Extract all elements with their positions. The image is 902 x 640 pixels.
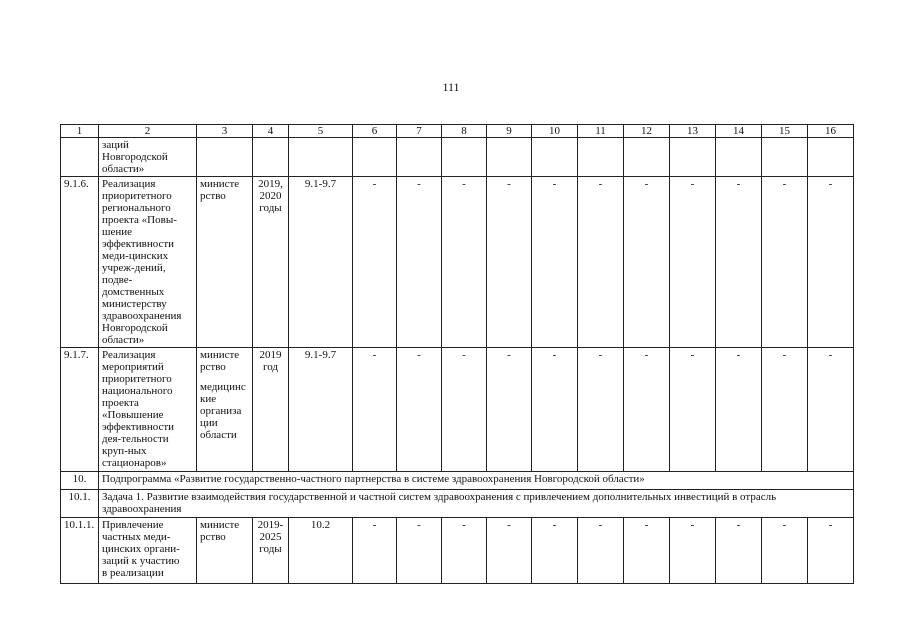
column-header: 11 [578,125,624,138]
co-executor: медицинс кие организа ции области [200,381,246,441]
value-cell: - [442,518,487,584]
column-header: 3 [197,125,253,138]
column-header: 13 [670,125,716,138]
row-number: 10. [61,472,99,490]
value-cell: - [397,177,442,348]
column-header: 7 [397,125,442,138]
activity-name: Привлечение частных меди- цинских органи- заций к участию в реализации [99,518,197,584]
value-cell: - [716,348,762,472]
period: 2019 год [253,348,289,472]
subprogram-title: Подпрограмма «Развитие государственно-частного партнерства в системе здравоохранения Новгородской области» [99,472,854,490]
executor-cell [197,348,253,472]
executor [197,138,253,177]
value-cell: - [397,348,442,472]
value-cell [762,138,808,177]
indicator: 9.1-9.7 [289,348,353,472]
value-cell: - [487,518,532,584]
period: 2019, 2020 годы [253,177,289,348]
indicator [289,138,353,177]
column-header: 12 [624,125,670,138]
task-title: Задача 1. Развитие взаимодействия государственной и частной систем здравоохранения с привлечением дополнительных инвестиций в отрасль здравоохранения [99,490,854,518]
executor: министе рство [197,518,253,584]
activity-name: Реализация мероприятий приоритетного национального проекта «Повышение эффективности дея-тельности круп-ных стационаров» [99,348,197,472]
value-cell [716,138,762,177]
indicator: 9.1-9.7 [289,177,353,348]
value-cell: - [808,177,854,348]
value-cell: - [353,177,397,348]
value-cell [487,138,532,177]
executor: министе рство [197,177,253,348]
value-cell: - [762,348,808,472]
table-row [61,348,854,472]
column-header: 10 [532,125,578,138]
column-header: 9 [487,125,532,138]
column-header: 8 [442,125,487,138]
value-cell: - [532,518,578,584]
row-number: 10.1.1. [61,518,99,584]
value-cell [670,138,716,177]
value-cell: - [670,177,716,348]
column-header: 4 [253,125,289,138]
column-header: 1 [61,125,99,138]
value-cell [624,138,670,177]
program-table [60,124,854,584]
activity-name: заций Новгородской области» [99,138,197,177]
period: 2019- 2025 годы [253,518,289,584]
executor: министе рство [200,349,240,373]
value-cell [353,138,397,177]
value-cell: - [716,518,762,584]
value-cell [578,138,624,177]
value-cell: - [487,348,532,472]
column-header: 2 [99,125,197,138]
value-cell: - [762,518,808,584]
page-number: 111 [442,80,460,94]
column-header: 6 [353,125,397,138]
task-row [61,490,854,518]
value-cell: - [578,348,624,472]
row-number: 10.1. [61,490,99,518]
subprogram-row [61,472,854,490]
column-number-row [61,125,854,138]
value-cell: - [353,348,397,472]
value-cell: - [353,518,397,584]
value-cell: - [808,518,854,584]
value-cell: - [397,518,442,584]
value-cell: - [532,348,578,472]
value-cell: - [670,518,716,584]
value-cell: - [670,348,716,472]
value-cell [808,138,854,177]
table-row [61,138,854,177]
activity-name: Реализация приоритетного регионального проекта «Повы- шение эффективности меди-цинских учреж-дений, подве- домственных министерству здравоохранения Новгородской области» [99,177,197,348]
column-header: 14 [716,125,762,138]
column-header: 15 [762,125,808,138]
value-cell: - [487,177,532,348]
table-row [61,518,854,584]
column-header: 5 [289,125,353,138]
value-cell: - [624,177,670,348]
value-cell: - [578,177,624,348]
row-number: 9.1.6. [61,177,99,348]
value-cell: - [442,177,487,348]
value-cell [397,138,442,177]
row-number [61,138,99,177]
table-row [61,177,854,348]
value-cell: - [442,348,487,472]
value-cell: - [624,348,670,472]
value-cell: - [578,518,624,584]
value-cell [442,138,487,177]
value-cell [532,138,578,177]
value-cell: - [716,177,762,348]
value-cell: - [762,177,808,348]
value-cell: - [532,177,578,348]
period [253,138,289,177]
row-number: 9.1.7. [61,348,99,472]
value-cell: - [808,348,854,472]
indicator: 10.2 [289,518,353,584]
column-header: 16 [808,125,854,138]
value-cell: - [624,518,670,584]
